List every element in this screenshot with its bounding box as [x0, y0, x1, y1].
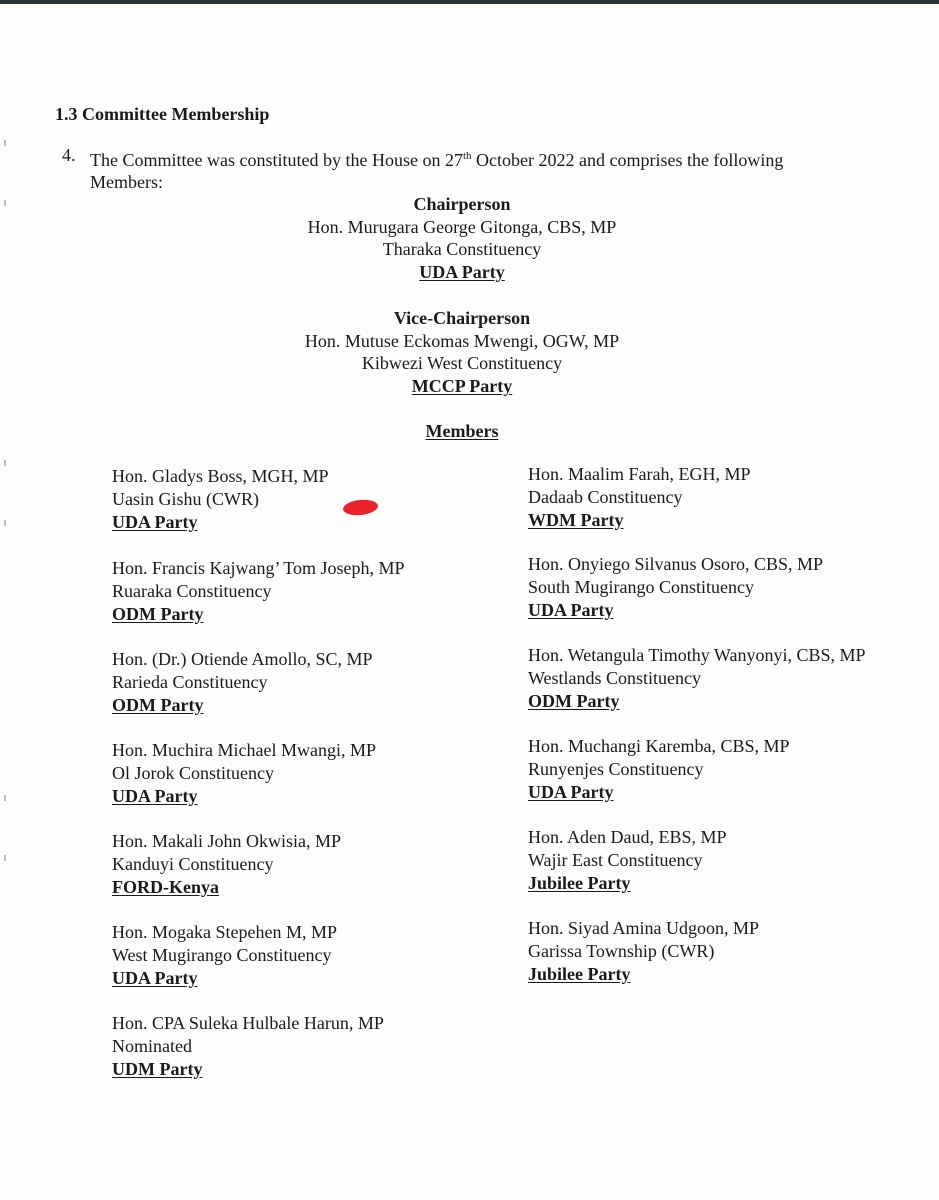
member-entry [112, 465, 329, 534]
member-party: UDA Party [528, 600, 614, 620]
member-entry [528, 644, 865, 713]
chairperson-constituency: Tharaka Constituency [382, 239, 542, 260]
member-constituency: Uasin Gishu (CWR) [112, 489, 259, 509]
member-entry [112, 1012, 384, 1081]
margin-mark [4, 520, 6, 526]
member-name: Hon. Francis Kajwang’ Tom Joseph, MP [112, 558, 405, 578]
member-party: WDM Party [528, 510, 624, 530]
members-heading: Members [425, 421, 499, 441]
margin-mark [4, 795, 6, 801]
member-name: Hon. Siyad Amina Udgoon, MP [528, 918, 760, 938]
member-constituency: Ruaraka Constituency [112, 581, 272, 601]
member-name: Hon. (Dr.) Otiende Amollo, SC, MP [112, 649, 373, 669]
member-constituency: Westlands Constituency [528, 668, 702, 688]
member-constituency: Nominated [112, 1036, 192, 1056]
vice-chairperson-constituency: Kibwezi West Constituency [361, 353, 563, 374]
member-constituency: West Mugirango Constituency [112, 945, 332, 965]
member-constituency: Wajir East Constituency [528, 850, 703, 870]
member-party: UDM Party [112, 1059, 203, 1079]
margin-mark [4, 460, 6, 466]
vice-chairperson-party: MCCP Party [411, 375, 513, 396]
member-name: Hon. Maalim Farah, EGH, MP [528, 464, 751, 484]
member-entry [528, 463, 750, 532]
member-party: UDA Party [112, 968, 198, 988]
paragraph-number: 4. [62, 145, 76, 165]
member-constituency: Rarieda Constituency [112, 672, 268, 692]
member-entry [528, 735, 789, 804]
member-name: Hon. Muchira Michael Mwangi, MP [112, 740, 376, 760]
member-party: UDA Party [112, 786, 198, 806]
vice-chairperson-name: Hon. Mutuse Eckomas Mwengi, OGW, MP [304, 330, 620, 351]
member-name: Hon. Onyiego Silvanus Osoro, CBS, MP [528, 554, 824, 574]
member-party: ODM Party [112, 604, 204, 624]
member-party: ODM Party [528, 691, 620, 711]
member-entry [528, 826, 727, 895]
member-party: Jubilee Party [528, 964, 631, 984]
member-constituency: South Mugirango Constituency [528, 577, 754, 597]
chairperson-party: UDA Party [419, 261, 505, 282]
member-party: UDA Party [112, 512, 198, 532]
member-name: Hon. Aden Daud, EBS, MP [528, 827, 727, 847]
margin-mark [4, 855, 6, 861]
member-constituency: Garissa Township (CWR) [528, 941, 715, 961]
red-highlight-mark [342, 498, 378, 517]
member-entry [528, 553, 823, 622]
section-heading: 1.3 Committee Membership [55, 104, 270, 124]
member-name: Hon. Wetangula Timothy Wanyonyi, CBS, MP [528, 645, 866, 665]
member-name: Hon. Mogaka Stepehen M, MP [112, 922, 337, 942]
paragraph-text [90, 145, 783, 193]
member-entry [112, 739, 376, 808]
member-constituency: Runyenjes Constituency [528, 759, 704, 779]
member-entry [528, 917, 759, 986]
member-constituency: Ol Jorok Constituency [112, 763, 274, 783]
chairperson-name: Hon. Murugara George Gitonga, CBS, MP [307, 216, 617, 237]
member-constituency: Kanduyi Constituency [112, 854, 274, 874]
member-constituency: Dadaab Constituency [528, 487, 683, 507]
member-entry [112, 921, 337, 990]
vice-chairperson-block [0, 307, 924, 397]
member-party: UDA Party [528, 782, 614, 802]
chairperson-title: Chairperson [413, 194, 511, 214]
member-party: Jubilee Party [528, 873, 631, 893]
member-name: Hon. Gladys Boss, MGH, MP [112, 466, 329, 486]
member-entry [112, 557, 405, 626]
top-edge-bar [0, 0, 939, 4]
paragraph-line-1: The Committee was constituted by the House on 27th October 2022 and comprises the following [90, 150, 784, 170]
member-entry [112, 648, 373, 717]
member-party: ODM Party [112, 695, 204, 715]
chairperson-block [0, 193, 924, 283]
paragraph-line-2: Members: [90, 172, 163, 192]
member-name: Hon. Muchangi Karemba, CBS, MP [528, 736, 790, 756]
member-name: Hon. Makali John Okwisia, MP [112, 831, 341, 851]
member-party: FORD-Kenya [112, 877, 219, 897]
vice-chairperson-title: Vice-Chairperson [393, 308, 531, 328]
member-entry [112, 830, 341, 899]
margin-mark [4, 140, 6, 146]
member-name: Hon. CPA Suleka Hulbale Harun, MP [112, 1013, 384, 1033]
